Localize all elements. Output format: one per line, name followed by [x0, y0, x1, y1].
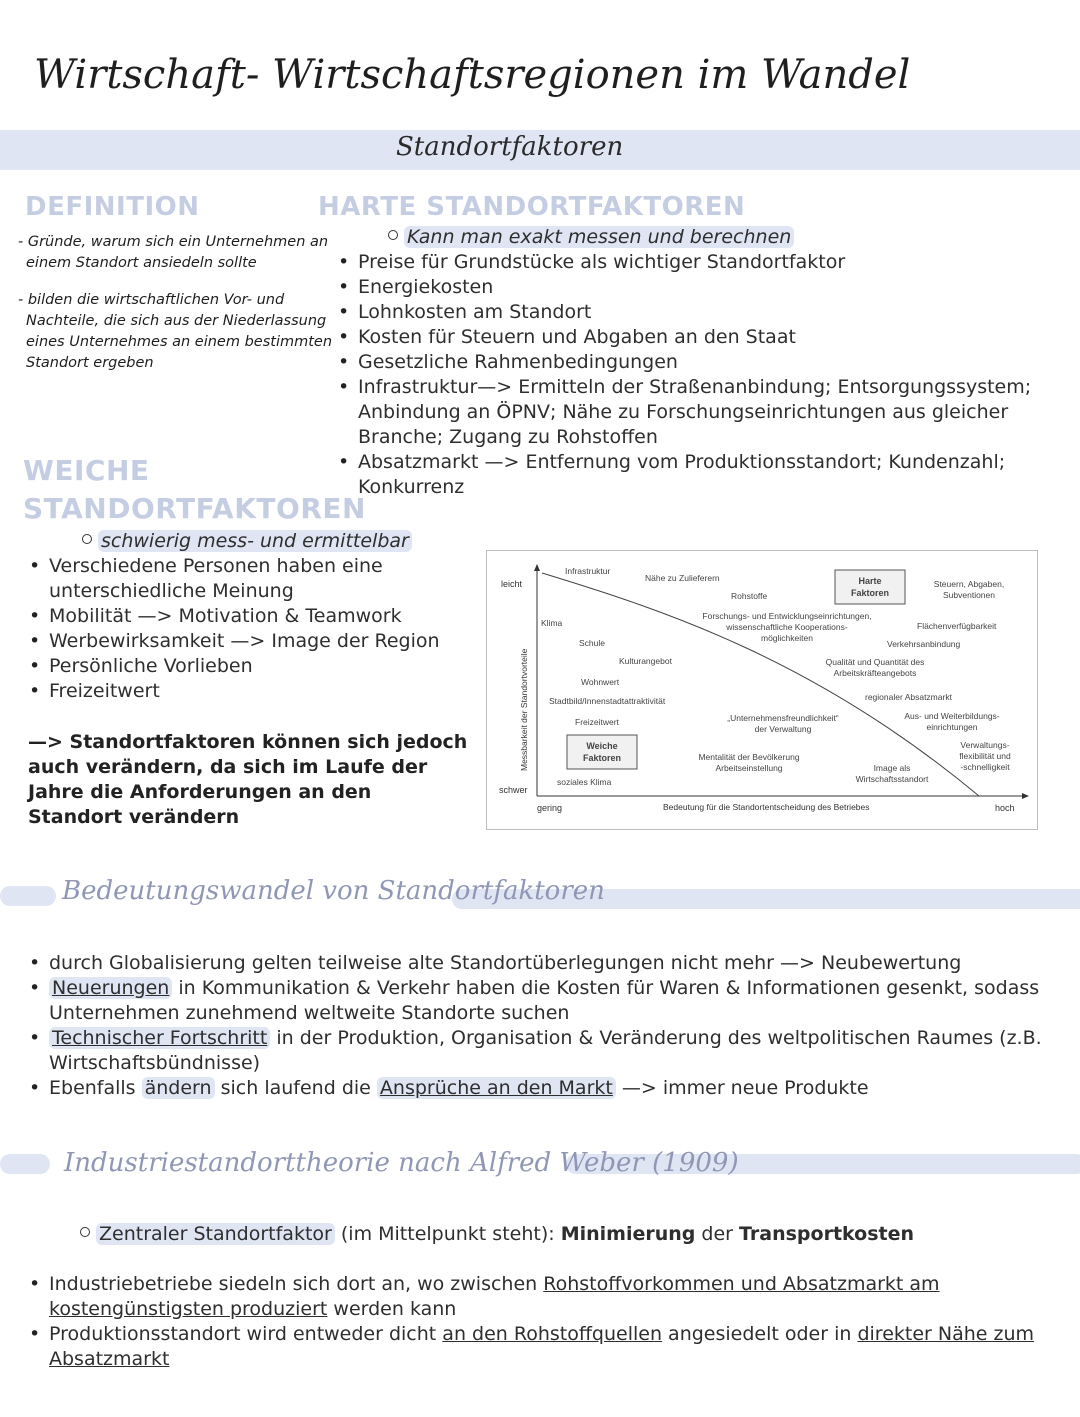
- wandel-list: [27, 951, 1057, 1101]
- weber-text: werden kann: [327, 1298, 457, 1320]
- list-item: [27, 951, 1057, 976]
- x-right-label: hoch: [995, 803, 1015, 813]
- circle-bullet-icon: [82, 534, 92, 544]
- figure-label: wissenschaftliche Kooperations-: [726, 622, 848, 632]
- weiche-conclusion: —> Standortfaktoren können sich jedoch auch verändern, da sich im Laufe der Jahre die Anforderungen an den Standort verändern: [28, 731, 468, 828]
- figure-label: Freizeitwert: [575, 717, 619, 727]
- weber-text: der: [695, 1223, 740, 1245]
- wandel-text: sich laufend die: [214, 1077, 377, 1099]
- y-axis-arrow-icon: [534, 564, 540, 571]
- soft-box-line: Weiche: [586, 741, 618, 751]
- harte-heading: HARTE STANDORTFAKTOREN: [318, 192, 746, 222]
- figure-label: „Unternehmensfreundlichkeit“: [727, 713, 839, 723]
- figure-label: Klima: [541, 618, 563, 628]
- figure-label: Aus- und Weiterbildungs-: [904, 711, 1000, 721]
- harte-subtitle: [388, 225, 794, 250]
- figure-label: einrichtungen: [926, 722, 978, 732]
- page-title: Wirtschaft- Wirtschaftsregionen im Wandel: [34, 52, 911, 98]
- weber-text: Produktionsstandort wird entweder dicht: [49, 1323, 443, 1345]
- figure-label: Qualität und Quantität des: [825, 657, 925, 667]
- figure-label: Infrastruktur: [565, 566, 611, 576]
- x-left-label: gering: [537, 803, 563, 813]
- wandel-text: in Kommunikation & Verkehr haben die Kosten für Waren & Informationen gesenkt, sodass Unternehmen zunehmend weltweite Standorte suchen: [49, 977, 1040, 1024]
- wandel-text: durch Globalisierung gelten teilweise alte Standortüberlegungen nicht mehr —> Neubewertung: [49, 952, 962, 974]
- weber-heading: Industriestandorttheorie nach Alfred Weber (1909): [64, 1148, 739, 1178]
- figure-label: der Verwaltung: [754, 724, 812, 734]
- weber-underlined: direkter Nähe zum Absatzmarkt: [49, 1323, 1035, 1370]
- list-item: • Persönliche Vorlieben: [27, 654, 467, 679]
- definition-line: - Gründe, warum sich ein Unternehmen an: [18, 234, 329, 250]
- figure-label: regionaler Absatzmarkt: [865, 692, 952, 702]
- standortfaktoren-figure: [486, 550, 1038, 830]
- figure-label: Kulturangebot: [619, 656, 672, 666]
- definition-text-1: [18, 232, 328, 274]
- x-axis-arrow-icon: [1022, 793, 1029, 799]
- figure-label: Steuern, Abgaben,: [933, 579, 1005, 589]
- wandel-bar-left: [0, 886, 56, 906]
- weber-bold: Transportkosten: [739, 1223, 915, 1245]
- band-title: Standortfaktoren: [396, 132, 624, 162]
- weiche-heading: [23, 452, 366, 528]
- weber-underlined: Rohstoffvorkommen und Absatzmarkt am kostengünstigsten produziert: [49, 1273, 940, 1320]
- figure-label: Wohnwert: [581, 677, 620, 687]
- weiche-heading-line: STANDORTFAKTOREN: [23, 492, 366, 525]
- definition-text-2: [18, 290, 332, 374]
- list-item: • Mobilität —> Motivation & Teamwork: [27, 604, 467, 629]
- weber-text: Industriebetriebe siedeln sich dort an, wo zwischen: [49, 1273, 544, 1295]
- list-item: • Kosten für Steuern und Abgaben an den Staat: [336, 325, 1066, 350]
- hard-box-line: Harte: [858, 576, 882, 586]
- list-item: • Lohnkosten am Standort: [336, 300, 1066, 325]
- wandel-highlight: Neuerungen: [49, 977, 172, 999]
- weber-text: (im Mittelpunkt steht):: [334, 1223, 561, 1245]
- hard-box-line: Faktoren: [850, 588, 890, 598]
- list-item: • Verschiedene Personen haben eine unterschiedliche Meinung: [27, 554, 467, 604]
- list-item: [27, 976, 1057, 1026]
- weiche-subtitle: [82, 529, 412, 554]
- weber-underlined: an den Rohstoffquellen: [442, 1323, 663, 1345]
- figure-label: Stadtbild/Innenstadtattraktivität: [549, 696, 666, 706]
- figure-label: Verwaltungs-: [960, 740, 1010, 750]
- list-item: [27, 1076, 1057, 1101]
- wandel-heading: Bedeutungswandel von Standortfaktoren: [62, 876, 605, 906]
- figure-label: Arbeitseinstellung: [715, 763, 783, 773]
- list-item: • Energiekosten: [336, 275, 1066, 300]
- list-item: [27, 1026, 1057, 1076]
- figure-label: möglichkeiten: [761, 633, 813, 643]
- weiche-list: [27, 554, 467, 704]
- list-item: [27, 1272, 1057, 1322]
- figure-label: Verkehrsanbindung: [887, 639, 961, 649]
- figure-svg: [487, 551, 1037, 829]
- weber-subtitle: [80, 1222, 1060, 1247]
- weiche-sub-text: schwierig mess- und ermittelbar: [98, 530, 412, 552]
- wandel-highlight: Technischer Fortschritt: [49, 1027, 270, 1049]
- list-item: • Freizeitwert: [27, 679, 467, 704]
- y-bottom-label: schwer: [499, 785, 528, 795]
- figure-label: Nähe zu Zulieferern: [645, 573, 720, 583]
- figure-label: Rohstoffe: [731, 591, 768, 601]
- wandel-text: in der Produktion, Organisation & Veränderung des weltpolitischen Raumes (z.B. Wirtschaftsbündnisse): [49, 1027, 1042, 1074]
- definition-line: einem Standort ansiedeln sollte: [26, 255, 257, 271]
- harte-list: [336, 250, 1066, 500]
- definition-line: eines Unternehmes an einem bestimmten: [26, 334, 333, 350]
- definition-line: - bilden die wirtschaftlichen Vor- und: [18, 292, 285, 308]
- list-item: • Infrastruktur—> Ermitteln der Straßenanbindung; Entsorgungssystem; Anbindung an ÖPNV; Nähe zu Forschungseinrichtungen aus gleicher Branche; Zugang zu Rohstoffen: [336, 375, 1066, 450]
- weber-bar-left: [0, 1154, 50, 1174]
- figure-label: Wirtschaftsstandort: [855, 774, 929, 784]
- figure-label: Image als: [873, 763, 911, 773]
- figure-label: Schule: [579, 638, 605, 648]
- definition-heading: DEFINITION: [25, 192, 200, 222]
- wandel-text: —> immer neue Produkte: [615, 1077, 869, 1099]
- figure-label: flexibilität und: [959, 751, 1011, 761]
- x-axis-title: Bedeutung für die Standortentscheidung des Betriebes: [663, 802, 870, 812]
- list-item: • Werbewirksamkeit —> Image der Region: [27, 629, 467, 654]
- figure-label: Subventionen: [943, 590, 995, 600]
- figure-label: Forschungs- und Entwicklungseinrichtungen,: [702, 611, 872, 621]
- circle-bullet-icon: [80, 1227, 90, 1237]
- harte-sub-text: Kann man exakt messen und berechnen: [404, 226, 794, 248]
- figure-label: Arbeitskräfteangebots: [833, 668, 917, 678]
- circle-bullet-icon: [388, 230, 398, 240]
- wandel-text: Ebenfalls: [49, 1077, 142, 1099]
- weber-text: angesiedelt oder in: [662, 1323, 858, 1345]
- wandel-highlight: Ansprüche an den Markt: [377, 1077, 616, 1099]
- figure-label: soziales Klima: [557, 777, 612, 787]
- weber-list: [27, 1272, 1057, 1372]
- weber-bold: Minimierung: [560, 1223, 696, 1245]
- figure-label: -schnelligkeit: [960, 762, 1010, 772]
- list-item: • Gesetzliche Rahmenbedingungen: [336, 350, 1066, 375]
- weber-highlight: Zentraler Standortfaktor: [96, 1223, 335, 1245]
- figure-label: Mentalität der Bevölkerung: [698, 752, 800, 762]
- y-top-label: leicht: [501, 579, 523, 589]
- list-item: • Absatzmarkt —> Entfernung vom Produktionsstandort; Kundenzahl; Konkurrenz: [336, 450, 1066, 500]
- list-item: • Preise für Grundstücke als wichtiger Standortfaktor: [336, 250, 1066, 275]
- definition-line: Standort ergeben: [26, 355, 154, 371]
- figure-label: Flächenverfügbarkeit: [917, 621, 997, 631]
- wandel-highlight: ändern: [142, 1077, 215, 1099]
- y-axis-title: Messbarkeit der Standortvorteile: [519, 648, 529, 771]
- weiche-heading-line: WEICHE: [23, 454, 150, 487]
- definition-line: Nachteile, die sich aus der Niederlassung: [26, 313, 327, 329]
- list-item: [27, 1322, 1057, 1372]
- soft-box-line: Faktoren: [582, 753, 622, 763]
